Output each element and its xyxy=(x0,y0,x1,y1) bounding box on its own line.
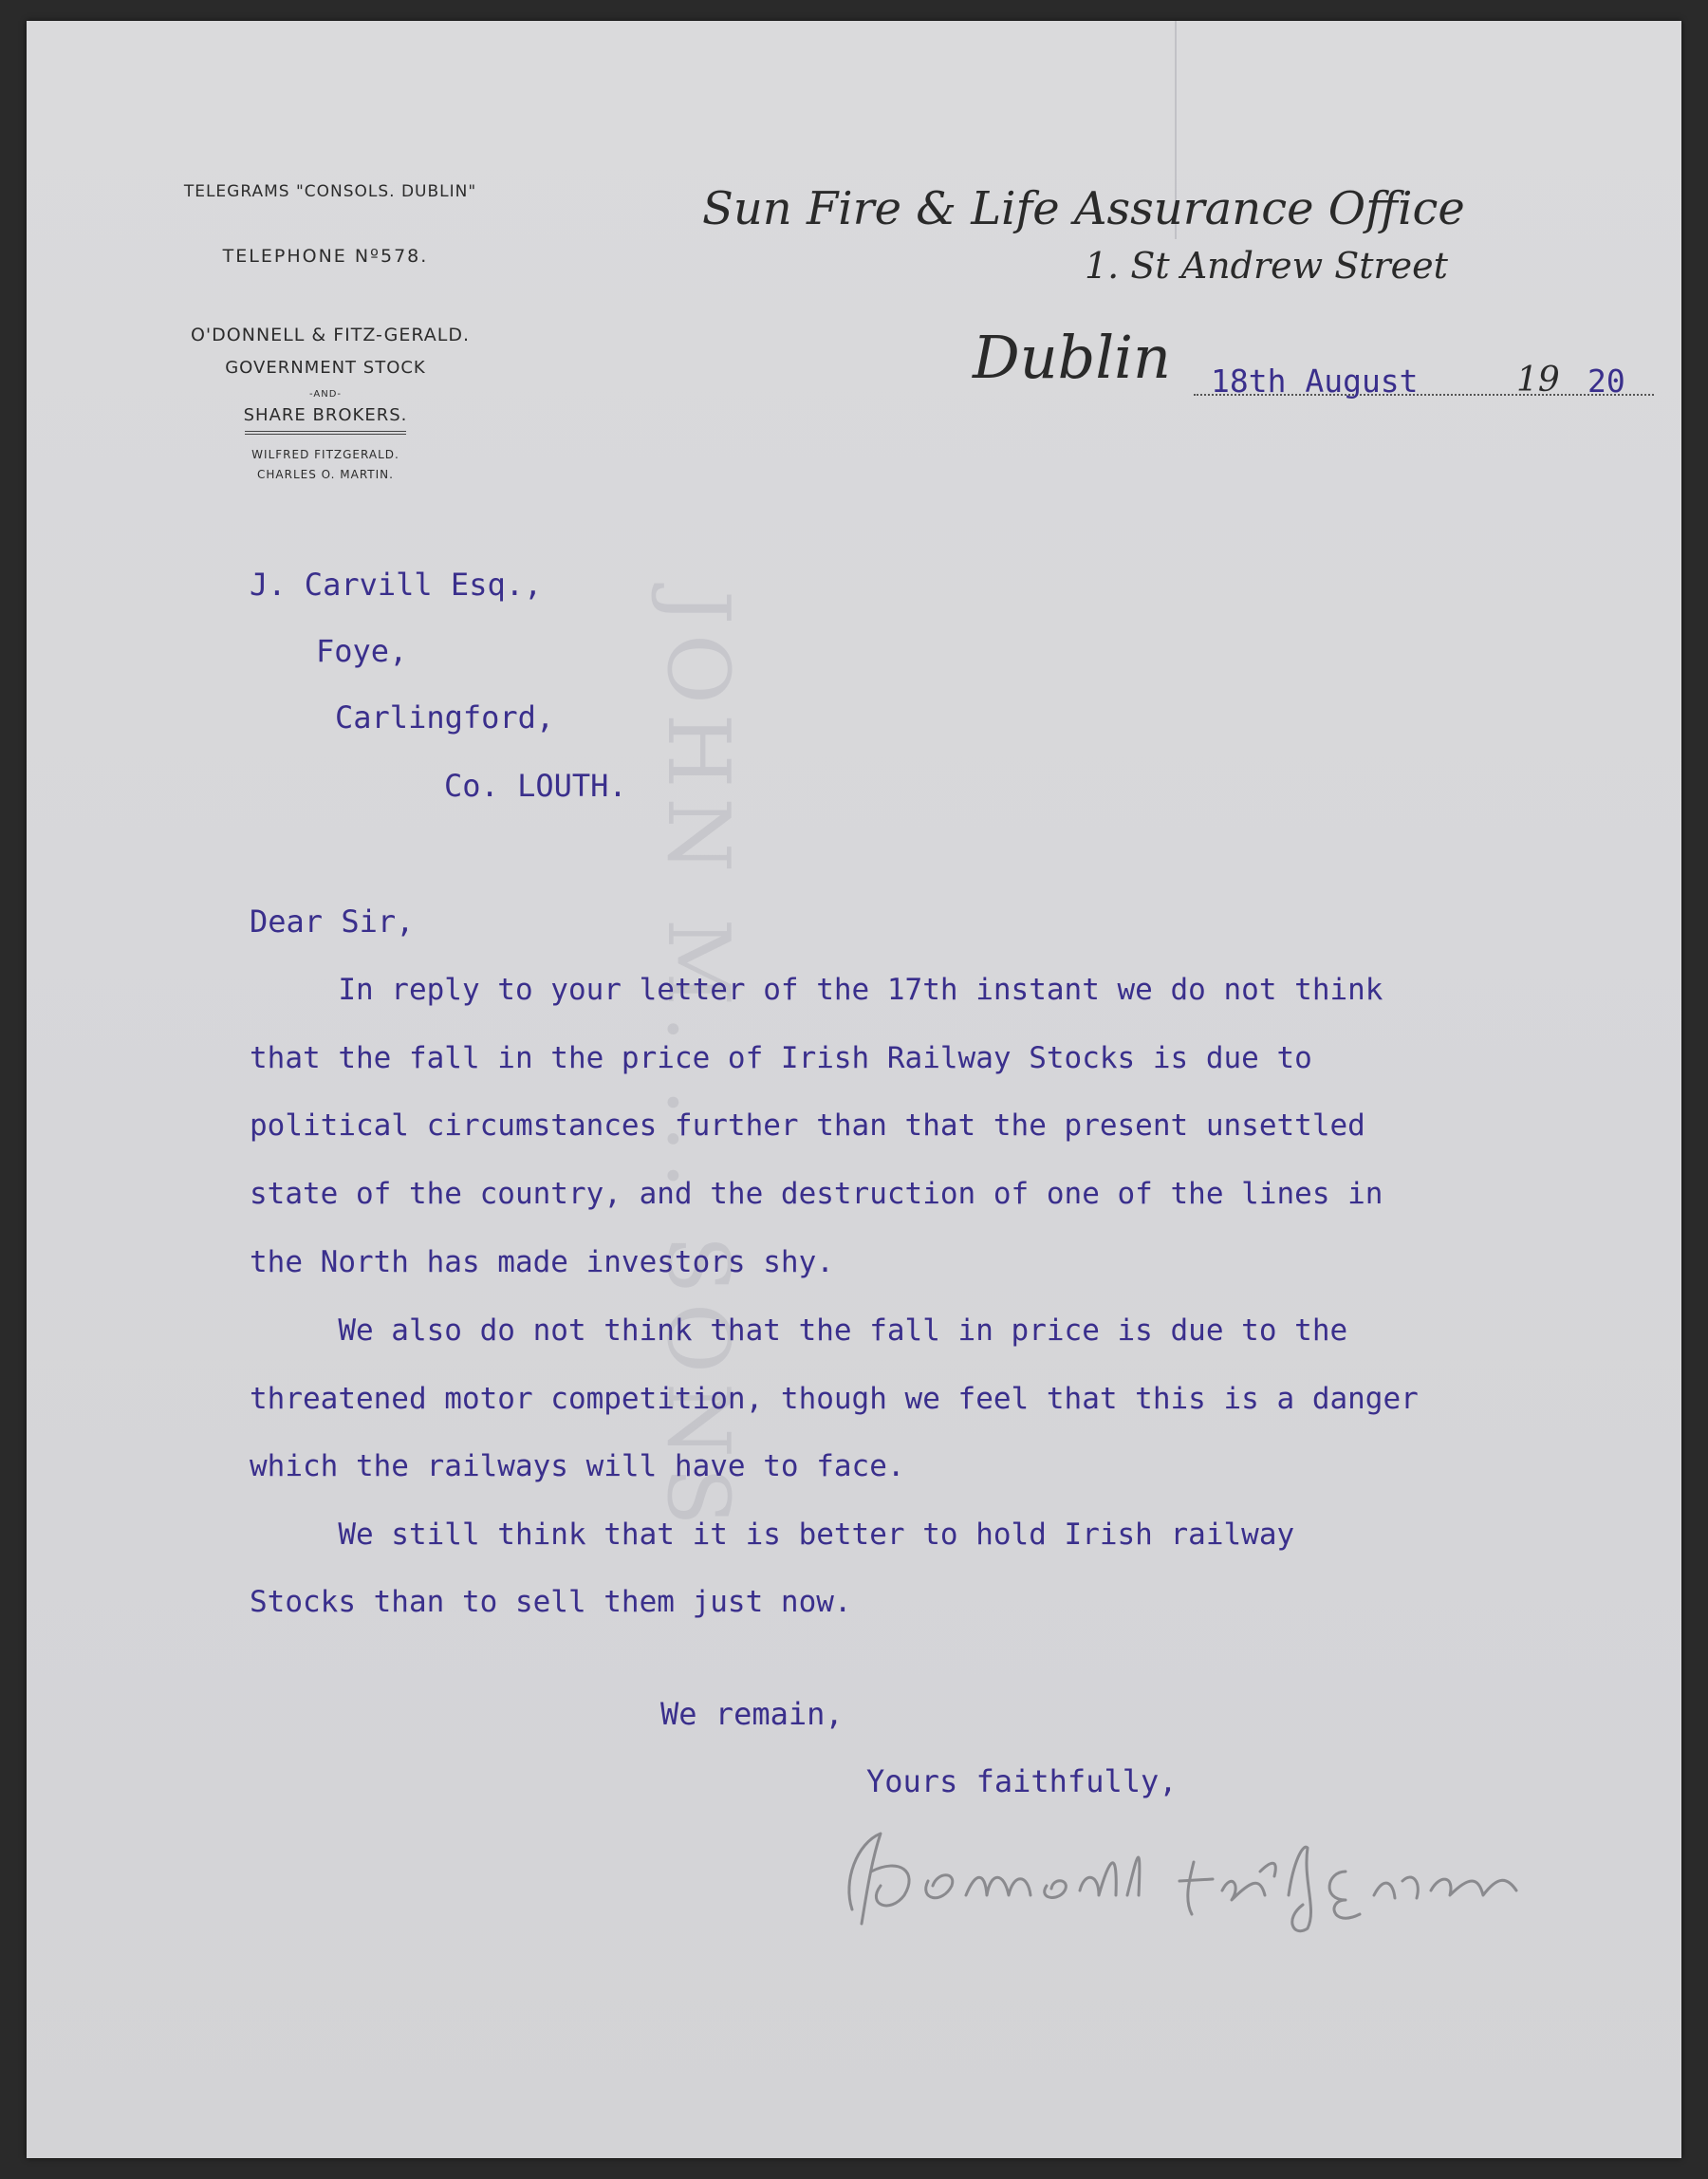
watermark: JOHN M. ... SONS xyxy=(648,590,748,1536)
address-line: Carlingford, xyxy=(335,699,555,736)
body-line: threatened motor competition, though we feel that this is a danger xyxy=(250,1382,1419,1416)
letterhead-business-line1: GOVERNMENT STOCK xyxy=(225,358,426,378)
body-line: political circumstances further than that the present unsettled xyxy=(250,1108,1365,1143)
letterhead-city: Dublin xyxy=(973,323,1171,392)
letter-year-suffix: 20 xyxy=(1587,363,1625,400)
letterhead-firm-name: O'DONNELL & FITZ-GERALD. xyxy=(190,325,471,345)
letterhead-street: 1. St Andrew Street xyxy=(1085,245,1448,287)
letterhead-office: Sun Fire & Life Assurance Office xyxy=(702,182,1465,235)
body-line: the North has made investors shy. xyxy=(250,1245,834,1279)
letter-year-prefix: 19 xyxy=(1516,361,1560,400)
letterhead-business-line2: SHARE BROKERS. xyxy=(243,405,408,425)
letterhead-partner-2: CHARLES O. MARTIN. xyxy=(257,468,394,481)
address-line: Foye, xyxy=(316,633,408,669)
letterhead-telephone: TELEPHONE Nº578. xyxy=(222,246,429,267)
body-line: In reply to your letter of the 17th instant we do not think xyxy=(250,973,1383,1007)
body-line: which the railways will have to face. xyxy=(250,1449,905,1483)
signature-image xyxy=(814,1805,1621,1947)
closing-remain: We remain, xyxy=(660,1696,844,1732)
body-line: We still think that it is better to hold Irish railway xyxy=(250,1518,1295,1552)
letterhead-business-and: -AND- xyxy=(308,389,343,400)
body-line: state of the country, and the destruction of one of the lines in xyxy=(250,1177,1383,1211)
letterhead-telegrams: TELEGRAMS "CONSOLS. DUBLIN" xyxy=(183,182,477,201)
body-line: We also do not think that the fall in price is due to the xyxy=(250,1313,1348,1348)
address-line: J. Carvill Esq., xyxy=(250,567,543,603)
address-line: Co. LOUTH. xyxy=(444,768,627,804)
letter-paper xyxy=(27,21,1681,2158)
letterhead-rule xyxy=(245,431,406,435)
letterhead-partner-1: WILFRED FITZGERALD. xyxy=(251,448,399,461)
letter-date: 18th August xyxy=(1211,363,1419,400)
salutation: Dear Sir, xyxy=(250,903,415,940)
body-line: that the fall in the price of Irish Railway Stocks is due to xyxy=(250,1041,1312,1075)
closing-faithfully: Yours faithfully, xyxy=(866,1763,1178,1799)
body-line: Stocks than to sell them just now. xyxy=(250,1585,852,1619)
